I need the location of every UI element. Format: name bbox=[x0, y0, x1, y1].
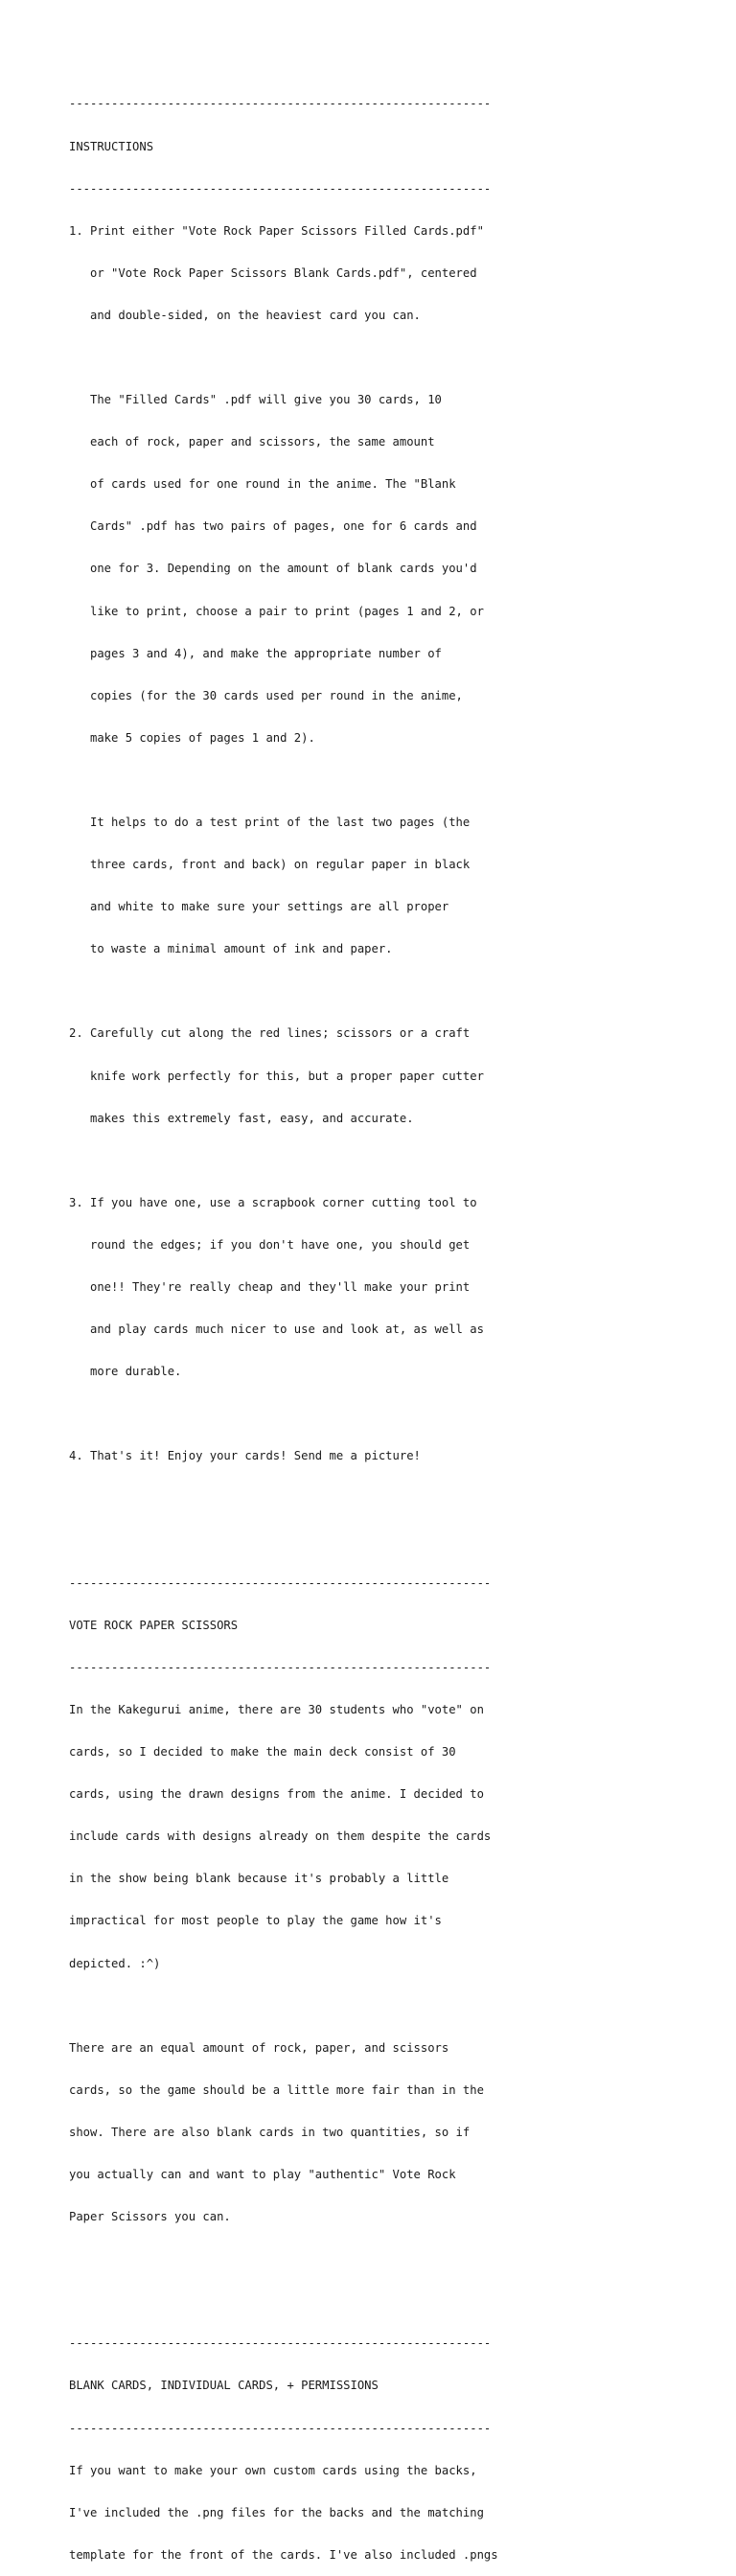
text-line: or "Vote Rock Paper Scissors Blank Cards.pdf", centered bbox=[69, 265, 477, 280]
blank-line bbox=[69, 351, 721, 365]
text-line: and white to make sure your settings are all proper bbox=[69, 900, 449, 914]
text-line: Cards" .pdf has two pairs of pages, one for 6 cards and bbox=[69, 519, 477, 534]
blank-line bbox=[69, 1534, 721, 1549]
text-line: show. There are also blank cards in two quantities, so if bbox=[69, 2125, 471, 2139]
text-line: of cards used for one round in the anime. The "Blank bbox=[69, 477, 456, 492]
text-line: to waste a minimal amount of ink and paper. bbox=[69, 942, 393, 956]
blank-line bbox=[69, 1154, 721, 1168]
text-line: three cards, front and back) on regular paper in black bbox=[69, 858, 471, 872]
text-line: depicted. :^) bbox=[69, 1956, 161, 1970]
text-line: make 5 copies of pages 1 and 2). bbox=[69, 730, 315, 745]
text-line: pages 3 and 4), and make the appropriate number of bbox=[69, 646, 442, 660]
divider-line: ------------------------------------------------------------ bbox=[69, 2336, 492, 2351]
text-line: round the edges; if you don't have one, you should get bbox=[69, 1237, 471, 1252]
section-heading-blank-cards: BLANK CARDS, INDIVIDUAL CARDS, + PERMISSIONS bbox=[69, 2379, 379, 2393]
text-line: knife work perfectly for this, but a proper paper cutter bbox=[69, 1069, 484, 1083]
blank-line bbox=[69, 984, 721, 999]
blank-line bbox=[69, 1492, 721, 1506]
blank-line bbox=[69, 2294, 721, 2309]
text-line: template for the front of the cards. I've also included .pngs bbox=[69, 2547, 498, 2562]
text-line: more durable. bbox=[69, 1365, 182, 1379]
divider-line: ------------------------------------------------------------ bbox=[69, 97, 492, 111]
text-line: The "Filled Cards" .pdf will give you 30 cards, 10 bbox=[69, 393, 442, 407]
text-line: 4. That's it! Enjoy your cards! Send me a picture! bbox=[69, 1449, 421, 1463]
text-line: in the show being blank because it's probably a little bbox=[69, 1872, 449, 1886]
text-line: you actually can and want to play "authentic" Vote Rock bbox=[69, 2168, 456, 2181]
text-line: cards, so the game should be a little more fair than in the bbox=[69, 2082, 484, 2097]
blank-line bbox=[69, 773, 721, 788]
text-line: If you want to make your own custom cards using the backs, bbox=[69, 2463, 477, 2477]
document-page bbox=[69, 69, 721, 2576]
blank-line bbox=[69, 1999, 721, 2013]
text-line: like to print, choose a pair to print (pages 1 and 2, or bbox=[69, 604, 484, 618]
text-line: impractical for most people to play the game how it's bbox=[69, 1914, 442, 1928]
text-line: I've included the .png files for the backs and the matching bbox=[69, 2505, 484, 2519]
blank-line bbox=[69, 2252, 721, 2266]
divider-line: ------------------------------------------------------------ bbox=[69, 181, 492, 196]
text-line: 2. Carefully cut along the red lines; scissors or a craft bbox=[69, 1026, 471, 1041]
section-heading-instructions: INSTRUCTIONS bbox=[69, 139, 154, 153]
text-line: It helps to do a test print of the last two pages (the bbox=[69, 816, 471, 829]
text-line: include cards with designs already on them despite the cards bbox=[69, 1829, 492, 1844]
text-line: In the Kakegurui anime, there are 30 students who "vote" on bbox=[69, 1702, 484, 1716]
divider-line: ------------------------------------------------------------ bbox=[69, 1660, 492, 1674]
section-heading-vote-rock-paper-scissors: VOTE ROCK PAPER SCISSORS bbox=[69, 1618, 239, 1632]
blank-line bbox=[69, 1407, 721, 1421]
text-line: cards, so I decided to make the main deck consist of 30 bbox=[69, 1745, 456, 1760]
text-line: each of rock, paper and scissors, the same amount bbox=[69, 435, 435, 449]
text-line: cards, using the drawn designs from the anime. I decided to bbox=[69, 1787, 484, 1802]
text-line: Paper Scissors you can. bbox=[69, 2210, 231, 2224]
divider-line: ------------------------------------------------------------ bbox=[69, 2421, 492, 2435]
text-line: and double-sided, on the heaviest card you can. bbox=[69, 308, 421, 322]
text-line: 1. Print either "Vote Rock Paper Scissors Filled Cards.pdf" bbox=[69, 223, 484, 238]
text-line: 3. If you have one, use a scrapbook corner cutting tool to bbox=[69, 1195, 477, 1209]
text-line: one!! They're really cheap and they'll make your print bbox=[69, 1280, 471, 1295]
text-line: one for 3. Depending on the amount of blank cards you'd bbox=[69, 562, 477, 576]
text-line: makes this extremely fast, easy, and accurate. bbox=[69, 1111, 414, 1125]
text-line: There are an equal amount of rock, paper, and scissors bbox=[69, 2040, 449, 2055]
divider-line: ------------------------------------------------------------ bbox=[69, 1576, 492, 1590]
text-line: copies (for the 30 cards used per round in the anime, bbox=[69, 688, 463, 702]
text-line: and play cards much nicer to use and look at, as well as bbox=[69, 1322, 484, 1337]
